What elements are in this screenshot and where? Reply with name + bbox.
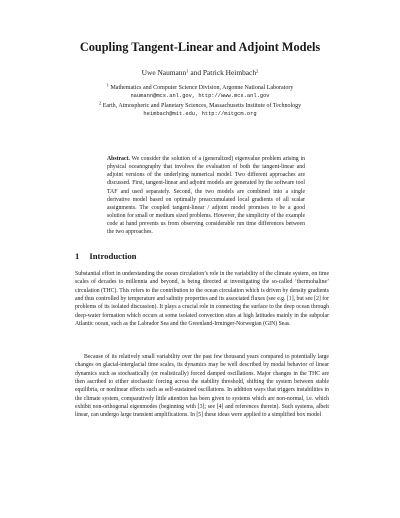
section-heading <box>75 251 137 261</box>
affiliation-mark: 2 <box>98 100 102 106</box>
author-name: Uwe Naumann <box>141 68 187 77</box>
body-paragraph-1: Substantial effort in understanding the ocean circulation’s role in the variability of the climate system, on time scales of decades to millennia and beyond, is being directed at investigating the so-called ‘thermohaline’ circulation (THC). This refers to the contribution to the ocean circulation which is driven by density gradients and thus controlled by temperature and salinity properties and its associated fluxes (see e.g. [1], but see [2] for problems of its isolated discussion). It plays a crucial role in connecting the surface to the deep ocean through deep-water formation which occurs at some isolated convection sites at high latitudes mainly in the subpolar Atlantic ocean, such as the Labrador Sea and the Greenland-Irminger-Norwegian (GIN) Seas. <box>75 271 329 328</box>
section-number: 1 <box>75 251 80 261</box>
author-separator: and <box>188 68 203 77</box>
body-paragraph-2: Because of its relatively small variability over the past few thousand years compared to potentially large changes on glacial-interglacial time scales, its dynamics may be well described by modal behavior of linear dynamics such as stochastically (or realistically) forced damped oscillations. Major changes in the THC are then ascribed to either stochastic forcing across the stability threshold, shifting the system between stable equilibria, or nonlinear effects such as self-sustained oscillations. In addition ways that triggers instabilities in the climate system, comparatively little attention has been given to systems which are non-normal, i.e. which exhibit non-orthogonal eigenmodes (beginning with [3]; see [4] and references therein). Such systems, albeit linear, can undergo large transient amplifications. In [5] these ideas were applied to a simplified box model <box>75 354 329 419</box>
author-name: Patrick Heimbach <box>202 68 257 77</box>
section-title: Introduction <box>89 251 137 261</box>
affiliation-mark: 1 <box>186 68 189 74</box>
affiliation-mark: 2 <box>256 68 259 74</box>
affiliation-name: Earth, Atmospheric and Planetary Sciences, Massachusetts Institute of Technology <box>102 103 302 109</box>
affiliation-contact: heimbach@mit.edu, http://mitgcm.org <box>143 111 257 118</box>
abstract-text: We consider the solution of a (generalized) eigenvalue problem arising in physical oceanography that involves the evaluation of both the tangent-linear and adjoint versions of the underlying numerical model. Two different approaches are discussed. First, tangent-linear and adjoint models are generated by the software tool TAF and used separately. Second, the two models are combined into a single derivative model based on optimally preaccumulated local gradients of all scalar assignments. The coupled tangent-linear / adjoint model promises to be a good solution for small or medium sized problems. However, the simplicity of the example code at hand prevents us from observing considerable run time differences between the two approaches. <box>107 156 305 236</box>
affiliation-2 <box>0 102 400 118</box>
affiliation-contact: naumann@mcs.anl.gov, http://www.mcs.anl.gov <box>130 93 270 100</box>
author-line <box>0 68 400 77</box>
affiliation-1 <box>0 84 400 100</box>
paper-title: Coupling Tangent-Linear and Adjoint Models <box>79 40 321 54</box>
abstract-label: Abstract. <box>107 156 130 162</box>
affiliation-mark: 1 <box>106 82 109 88</box>
abstract <box>107 155 305 237</box>
affiliation-name: Mathematics and Computer Science Division, Argonne National Laboratory <box>110 85 294 91</box>
